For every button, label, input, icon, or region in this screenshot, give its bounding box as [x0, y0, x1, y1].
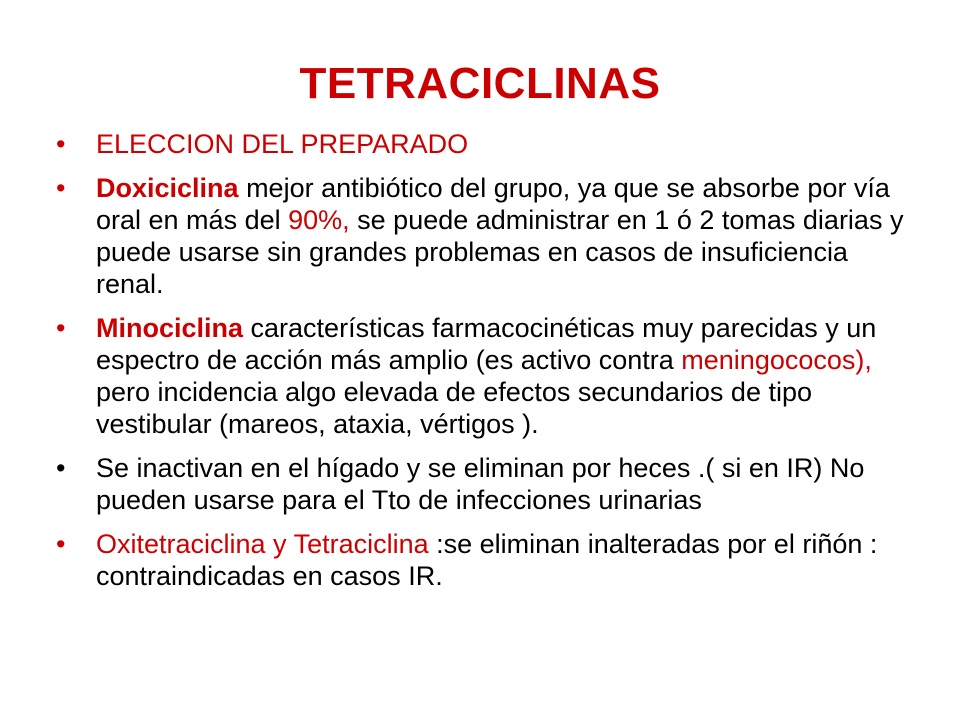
bullet-text: :se eliminan inalteradas por el riñón : contraindicadas en casos IR.	[96, 529, 878, 591]
bullet-text-continued: pero incidencia algo elevada de efectos secundarios de tipo vestibular (mareos, ataxia, vértigos ).	[96, 377, 812, 439]
drug-name-minociclina: Minociclina	[96, 313, 244, 343]
bullet-text: mejor antibiótico del grupo, ya que se absorbe por vía oral en más del	[96, 173, 890, 235]
drug-name-oxitetraciclina: Oxitetraciclina y Tetraciclina	[96, 529, 429, 559]
bullet-item-eleccion	[56, 128, 916, 160]
bullet-text: características farmacocinéticas muy parecidas y un espectro de acción más amplio (es activo contra	[96, 313, 877, 375]
bullet-item-doxiciclina	[56, 172, 916, 300]
bullet-icon: •	[56, 529, 66, 559]
bullet-text-continued: se puede administrar en 1 ó 2 tomas diarias y puede usarse sin grandes problemas en casos de insuficiencia renal.	[96, 205, 904, 299]
bullet-item-oxitetraciclina	[56, 528, 916, 592]
bullet-icon: •	[56, 453, 66, 483]
slide-title: TETRACICLINAS	[299, 59, 661, 108]
bullet-icon: •	[56, 173, 66, 203]
highlight-percentage: 90%,	[288, 205, 350, 235]
drug-name-doxiciclina: Doxiciclina	[96, 173, 239, 203]
bullet-icon: •	[56, 129, 66, 159]
bullet-icon: •	[56, 313, 66, 343]
bullet-text: Se inactivan en el hígado y se eliminan por heces .( si en IR) No pueden usarse para el Tto de infecciones urinarias	[96, 453, 865, 515]
bullet-text: ELECCION DEL PREPARADO	[96, 129, 469, 159]
bullet-item-minociclina	[56, 312, 916, 440]
highlight-meningococos: meningococos),	[681, 345, 872, 375]
bullet-list	[56, 128, 916, 604]
bullet-item-inactivan	[56, 452, 916, 516]
